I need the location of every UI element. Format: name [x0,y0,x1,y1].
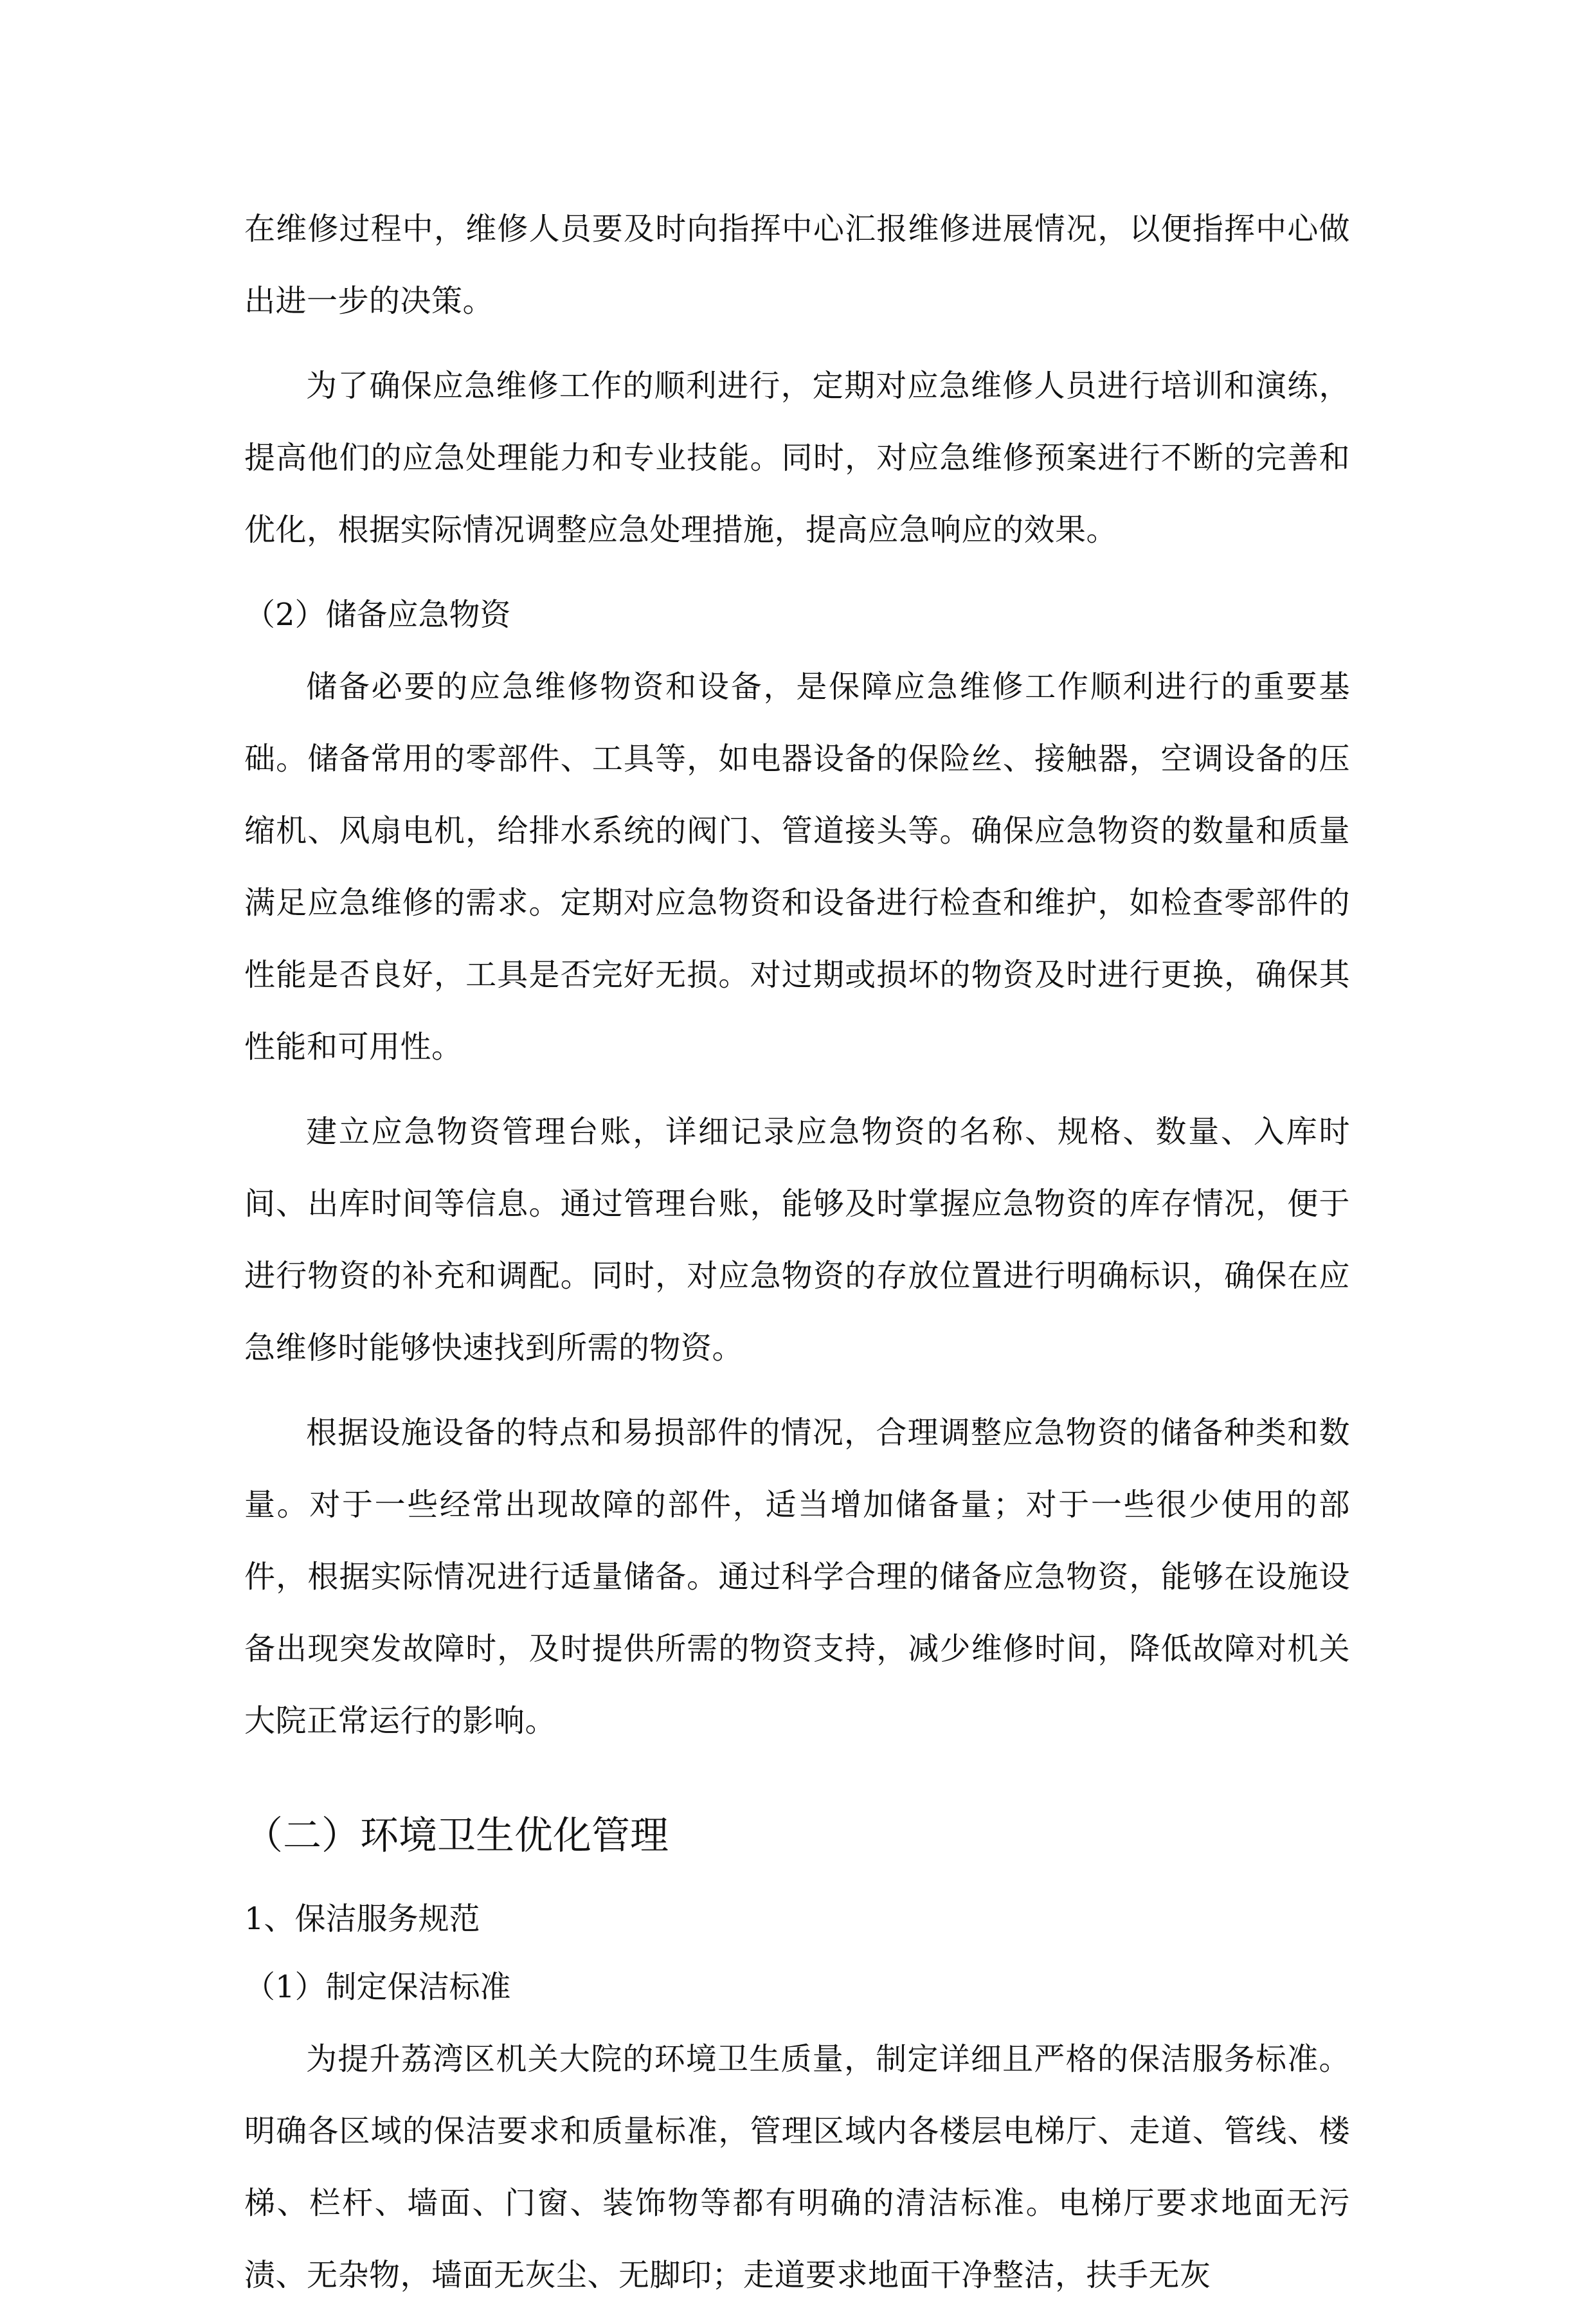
paragraph-adjust-reserves: 根据设施设备的特点和易损部件的情况，合理调整应急物资的储备种类和数量。对于一些经常出现故障的部件，适当增加储备量；对于一些很少使用的部件，根据实际情况进行适量储备。通过科学合理的储备应急物资，能够在设施设备出现突发故障时，及时提供所需的物资支持，减少维修时间，降低故障对机关大院正常运行的影响。 [244,1415,1350,1739]
paragraph-training-drills: 为了确保应急维修工作的顺利进行，定期对应急维修人员进行培训和演练，提高他们的应急处理能力和专业技能。同时，对应急维修预案进行不断的完善和优化，根据实际情况调整应急处理措施，提高应急响应的效果。 [244,368,1350,548]
subsection-heading-cleaning-norms: 1、保洁服务规范 [244,1901,480,1937]
paragraph-reserve-materials: 储备必要的应急维修物资和设备，是保障应急维修工作顺利进行的重要基础。储备常用的零部件、工具等，如电器设备的保险丝、接触器，空调设备的压缩机、风扇电机，给排水系统的阀门、管道接头等。确保应急物资的数量和质量满足应急维修的需求。定期对应急物资和设备进行检查和维护，如检查零部件的性能是否良好，工具是否完好无损。对过期或损坏的物资及时进行更换，确保其性能和可用性。 [244,669,1350,1065]
section-heading-sanitation: （二）环境卫生优化管理 [244,1813,669,1858]
paragraph-repair-reporting: 在维修过程中，维修人员要及时向指挥中心汇报维修进展情况，以便指挥中心做出进一步的决策。 [244,211,1350,319]
subheading-cleaning-standards: （1）制定保洁标准 [244,1969,511,2005]
paragraph-cleaning-standards: 为提升荔湾区机关大院的环境卫生质量，制定详细且严格的保洁服务标准。明确各区域的保洁要求和质量标准，管理区域内各楼层电梯厅、走道、管线、楼梯、栏杆、墙面、门窗、装饰物等都有明确的清洁标准。电梯厅要求地面无污渍、无杂物，墙面无灰尘、无脚印；走道要求地面干净整洁，扶手无灰 [244,2041,1350,2293]
document-body [244,193,1350,2324]
paragraph-supplies-ledger: 建立应急物资管理台账，详细记录应急物资的名称、规格、数量、入库时间、出库时间等信息。通过管理台账，能够及时掌握应急物资的库存情况，便于进行物资的补充和调配。同时，对应急物资的存放位置进行明确标识，确保在应急维修时能够快速找到所需的物资。 [244,1114,1350,1366]
subheading-reserve-supplies: （2）储备应急物资 [244,597,511,633]
